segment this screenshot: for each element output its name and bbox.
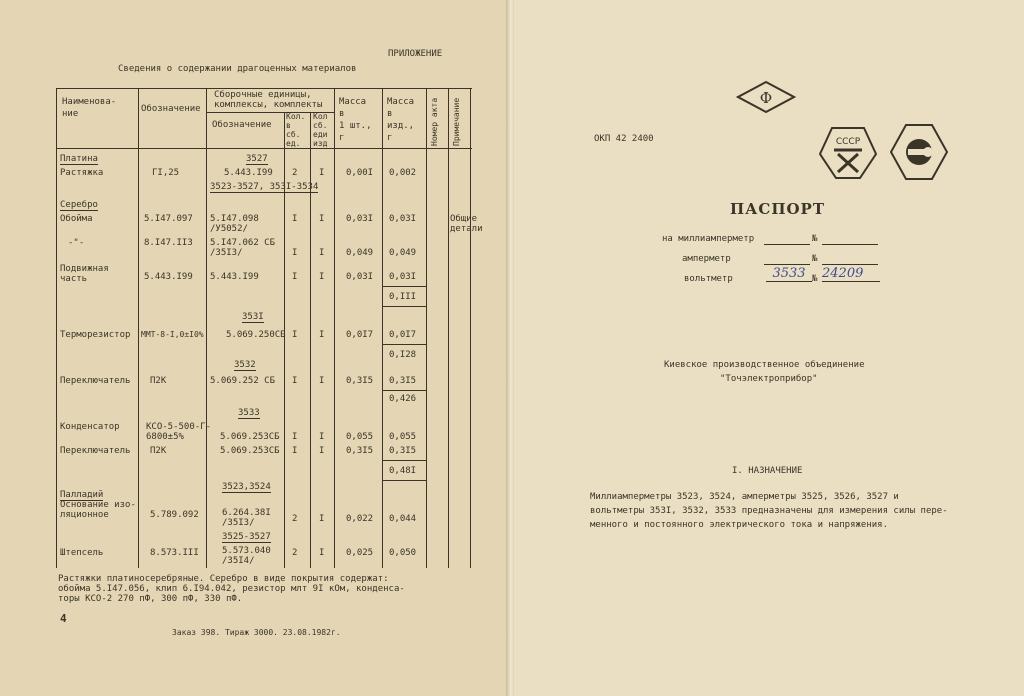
row-mass-product: 0,03I xyxy=(389,214,417,224)
footnote: Растяжки платиносеребряные. Серебро в виде покрытия содержат: обойма 5.I47.056, клип 6.I94.042, резистор млт 9I кОм, конденса- торы КСО-2 270 пФ, 300 пФ, 330 пФ. xyxy=(58,574,405,604)
header-designation: Обозначение xyxy=(141,104,201,114)
row-mass-product: 0,3I5 xyxy=(389,376,417,386)
row-mass-piece: 0,0I7 xyxy=(346,330,374,340)
row-mass-piece: 0,022 xyxy=(346,514,374,524)
ussr-quality-mark-icon xyxy=(816,124,880,182)
number-sign: № xyxy=(812,234,818,244)
ussr-seal-text: СССР xyxy=(835,137,861,147)
row-name: Переключатель xyxy=(60,446,131,456)
header-assembly-group: Сборочные единицы, комплексы, комплекты xyxy=(214,90,323,110)
row-qty-product: I xyxy=(319,168,325,178)
row-mass-piece: 0,055 xyxy=(346,432,374,442)
header-name: Наименова- ние xyxy=(62,97,117,119)
number-sign: № xyxy=(812,254,818,264)
note-general-parts: Общие детали xyxy=(450,214,483,234)
subtotal: 0,426 xyxy=(389,394,417,404)
subtotal: 0,I28 xyxy=(389,350,417,360)
row-qty-unit: I xyxy=(292,446,298,456)
ammeter-number-field xyxy=(822,255,878,265)
row-name: Растяжка xyxy=(60,168,104,178)
row-designation: 8.573.III xyxy=(150,548,199,558)
row-qty-product: I xyxy=(319,248,325,258)
passport-title: ПАСПОРТ xyxy=(730,200,825,218)
row-qty-product: I xyxy=(319,330,325,340)
row-mass-piece: 0,3I5 xyxy=(346,376,374,386)
row-name: Обойма xyxy=(60,214,93,224)
row-qty-product: I xyxy=(319,446,325,456)
precious-materials-table xyxy=(56,88,483,568)
subtotal: 0,III xyxy=(389,292,417,302)
group-label: 353I xyxy=(242,312,264,322)
group-label: 3523-3527, 353I-3534 xyxy=(210,182,319,192)
row-assembly: 5.I47.098 /У5052/ xyxy=(210,214,259,234)
row-designation: П2К xyxy=(150,446,167,456)
header-mass-piece: Масса в 1 шт., г xyxy=(339,97,372,143)
row-name: Подвижная часть xyxy=(60,264,109,284)
row-qty-unit: I xyxy=(292,432,298,442)
row-qty-product: I xyxy=(319,214,325,224)
row-name: Терморезистор xyxy=(60,330,131,340)
row-name: Конденсатор xyxy=(60,422,120,432)
row-qty-product: I xyxy=(319,514,325,524)
row-qty-unit: 2 xyxy=(292,514,298,524)
header-qty-unit: Кол. в сб. ед. xyxy=(286,112,306,148)
row-qty-product: I xyxy=(319,376,325,386)
row-assembly: 5.069.250СБ xyxy=(226,330,286,340)
row-qty-unit: I xyxy=(292,376,298,386)
row-mass-product: 0,055 xyxy=(389,432,417,442)
row-assembly: 6.264.38I /35I3/ xyxy=(222,508,271,528)
header-assembly-designation: Обозначение xyxy=(212,120,272,130)
row-designation: КСО-5-500-Г- 6800±5% xyxy=(146,422,212,442)
voltmeter-number-field: 24209 xyxy=(822,267,880,282)
row-designation: ММТ-8-I,0±I0% xyxy=(141,330,204,339)
number-sign: № xyxy=(812,274,818,284)
row-qty-product: I xyxy=(319,432,325,442)
row-mass-product: 0,044 xyxy=(389,514,417,524)
row-qty-unit: 2 xyxy=(292,168,298,178)
organization-line-1: Киевское производственное объединение xyxy=(664,360,865,370)
row-mass-product: 0,002 xyxy=(389,168,417,178)
section-platinum: Платина xyxy=(60,154,98,164)
section-silver: Серебро xyxy=(60,200,98,210)
row-mass-product: 0,049 xyxy=(389,248,417,258)
row-name: Основание изо- ляционное xyxy=(60,500,136,520)
field-label-ammeter: амперметр xyxy=(682,254,731,264)
row-mass-product: 0,050 xyxy=(389,548,417,558)
field-label-voltmeter: вольтметр xyxy=(684,274,733,284)
gost-quality-mark-icon xyxy=(888,122,950,182)
print-info: Заказ 398. Тираж 3000. 23.08.1982г. xyxy=(172,628,341,637)
header-note: Примечание xyxy=(452,97,461,146)
row-assembly: 5.I47.062 СБ /35I3/ xyxy=(210,238,276,258)
row-mass-product: 0,03I xyxy=(389,272,417,282)
header-act-number: Номер акта xyxy=(430,97,439,146)
milliammeter-number-field xyxy=(822,235,878,245)
row-qty-product: I xyxy=(319,272,325,282)
header-mass-product: Масса в изд., г xyxy=(387,97,415,143)
row-assembly: 5.573.040 /35I4/ xyxy=(222,546,271,566)
row-mass-piece: 0,049 xyxy=(346,248,374,258)
field-label-milliammeter: на миллиамперметр xyxy=(662,234,755,244)
row-assembly: 5.443.I99 xyxy=(210,272,259,282)
voltmeter-type-field: 3533 xyxy=(766,267,812,282)
group-label: 3523,3524 xyxy=(222,482,271,492)
section-title: I. НАЗНАЧЕНИЕ xyxy=(732,466,803,476)
row-mass-piece: 0,3I5 xyxy=(346,446,374,456)
purpose-paragraph: Миллиамперметры 3523, 3524, амперметры 3525, 3526, 3527 и вольтметры 353I, 3532, 3533 предназначены для измерения силы пере- менного и постоянного электрического тока и напряжения. xyxy=(590,492,948,530)
row-designation: ГI,25 xyxy=(152,168,180,178)
row-name: -"- xyxy=(68,238,85,248)
row-qty-unit: I xyxy=(292,248,298,258)
row-mass-piece: 0,03I xyxy=(346,272,374,282)
subtotal: 0,48I xyxy=(389,466,417,476)
page-number: 4 xyxy=(60,612,67,625)
row-designation: 8.I47.II3 xyxy=(144,238,193,248)
appendix-label: ПРИЛОЖЕНИЕ xyxy=(388,49,443,59)
row-designation: 5.I47.097 xyxy=(144,214,193,224)
row-qty-product: I xyxy=(319,548,325,558)
diamond-quality-logo xyxy=(736,80,796,114)
row-qty-unit: I xyxy=(292,214,298,224)
row-assembly: 5.069.252 СБ xyxy=(210,376,276,386)
organization-line-2: "Точэлектроприбор" xyxy=(720,374,818,384)
group-label: 3525-3527 xyxy=(222,532,271,542)
right-page xyxy=(514,0,1024,696)
row-assembly: 5.443.I99 xyxy=(224,168,273,178)
row-mass-piece: 0,00I xyxy=(346,168,374,178)
row-designation: 5.443.I99 xyxy=(144,272,193,282)
row-mass-product: 0,0I7 xyxy=(389,330,417,340)
row-qty-unit: 2 xyxy=(292,548,298,558)
section-palladium: Палладий xyxy=(60,490,104,500)
row-mass-piece: 0,025 xyxy=(346,548,374,558)
row-qty-unit: I xyxy=(292,330,298,340)
row-assembly: 5.069.253СБ xyxy=(220,446,280,456)
row-name: Штепсель xyxy=(60,548,104,558)
table-title: Сведения о содержании драгоценных материалов xyxy=(118,64,357,74)
left-page xyxy=(0,0,508,696)
okp-code: ОКП 42 2400 xyxy=(594,134,654,144)
row-mass-product: 0,3I5 xyxy=(389,446,417,456)
header-qty-product: Кол сб. еди изд xyxy=(313,112,328,148)
group-label: 3533 xyxy=(238,408,260,418)
group-label: 3527 xyxy=(246,154,268,164)
group-label: 3532 xyxy=(234,360,256,370)
row-name: Переключатель xyxy=(60,376,131,386)
ammeter-type-field xyxy=(764,255,810,265)
row-designation: П2К xyxy=(150,376,167,386)
logo-letter: Ф xyxy=(759,89,773,107)
row-qty-unit: I xyxy=(292,272,298,282)
row-assembly: 5.069.253СБ xyxy=(220,432,280,442)
milliammeter-type-field xyxy=(764,235,810,245)
row-mass-piece: 0,03I xyxy=(346,214,374,224)
row-designation: 5.789.092 xyxy=(150,510,199,520)
